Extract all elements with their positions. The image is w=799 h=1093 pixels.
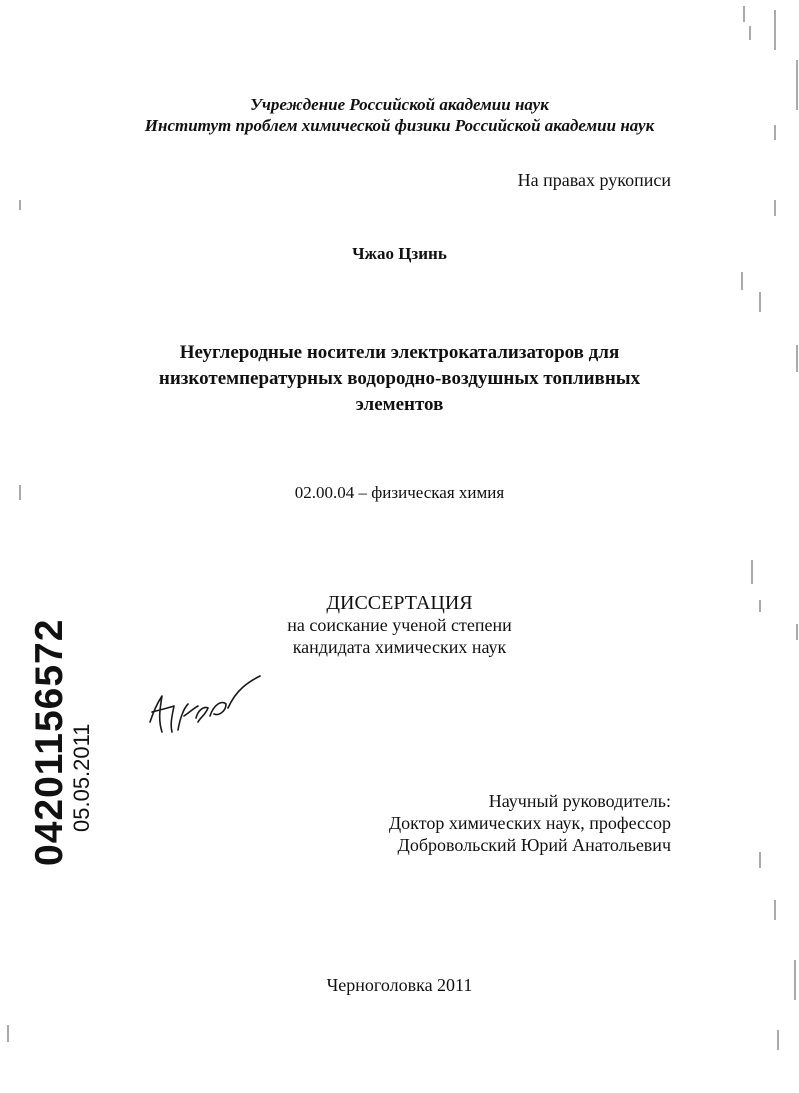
title-line-3: элементов bbox=[355, 394, 444, 415]
degree-line-1: на соискание ученой степени bbox=[287, 615, 512, 635]
supervisor-label: Научный руководитель: bbox=[488, 791, 671, 811]
stamp-date: 05.05.2011 bbox=[69, 723, 94, 832]
supervisor-rank: Доктор химических наук, профессор bbox=[388, 813, 671, 833]
supervisor-block bbox=[389, 790, 671, 856]
institution-header bbox=[0, 94, 799, 136]
author-name: Чжао Цзинь bbox=[352, 244, 447, 263]
title-line-1: Неуглеродные носители электрокатализаторов для bbox=[179, 342, 620, 363]
stamp-number: 04201156572 bbox=[28, 618, 71, 866]
degree-info bbox=[0, 614, 799, 658]
title-line-2: низкотемпературных водородно-воздушных топливных bbox=[158, 368, 641, 389]
institution-line-2: Институт проблем химической физики Российской академии наук bbox=[144, 116, 655, 135]
document-type: ДИССЕРТАЦИЯ bbox=[326, 592, 473, 614]
place-year: Черноголовка 2011 bbox=[326, 975, 473, 995]
specialty-code: 02.00.04 – физическая химия bbox=[294, 483, 505, 502]
library-stamp bbox=[30, 619, 94, 866]
supervisor-name: Добровольский Юрий Анатольевич bbox=[397, 835, 671, 855]
rights-note: На правах рукописи bbox=[517, 170, 671, 190]
dissertation-title bbox=[0, 340, 799, 418]
degree-line-2: кандидата химических наук bbox=[292, 637, 507, 657]
author-signature bbox=[140, 660, 270, 750]
institution-line-1: Учреждение Российской академии наук bbox=[250, 95, 549, 114]
